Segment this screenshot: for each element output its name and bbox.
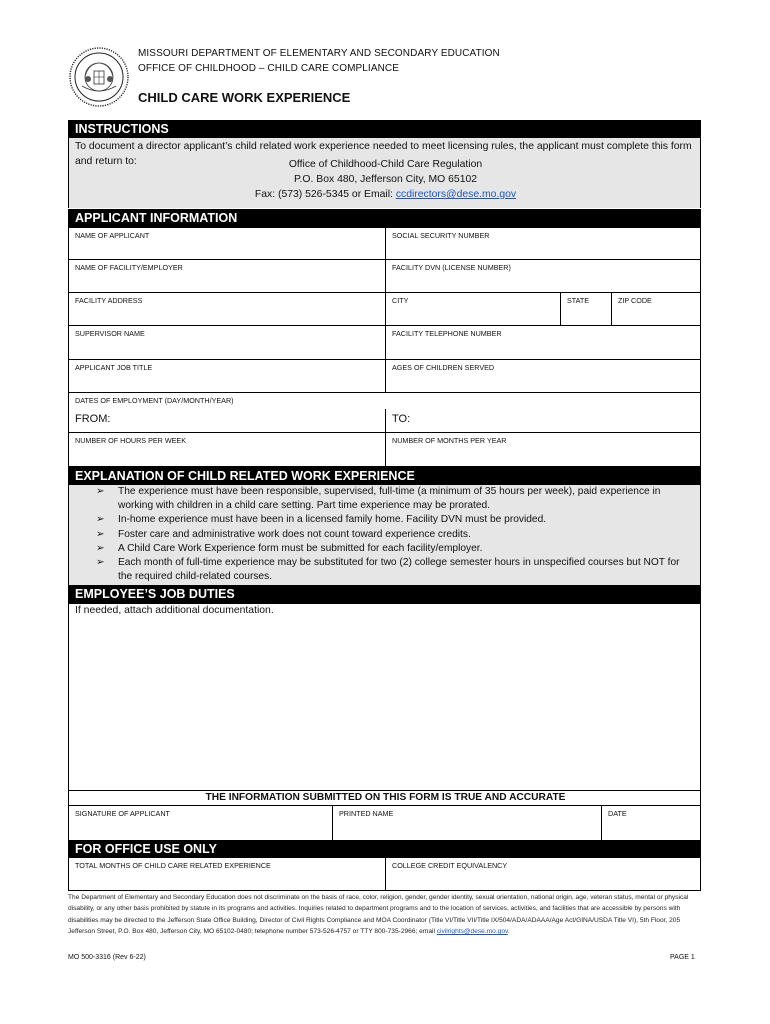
certification-statement: THE INFORMATION SUBMITTED ON THIS FORM IS TRUE AND ACCURATE bbox=[205, 792, 566, 803]
college-credit-field[interactable] bbox=[385, 857, 701, 891]
explanation-heading: EXPLANATION OF CHILD RELATED WORK EXPERIENCE bbox=[68, 467, 701, 485]
college-credit-label: COLLEGE CREDIT EQUIVALENCY bbox=[392, 861, 508, 870]
zip-field[interactable] bbox=[611, 292, 701, 326]
arrow-bullet-icon: ➢ bbox=[96, 557, 105, 569]
zip-label: ZIP CODE bbox=[618, 296, 652, 305]
certification-row bbox=[68, 790, 701, 806]
dates-of-employment-label: DATES OF EMPLOYMENT (DAY/MONTH/YEAR) bbox=[75, 396, 234, 405]
facility-address-label: FACILITY ADDRESS bbox=[75, 296, 143, 305]
arrow-bullet-icon: ➢ bbox=[96, 542, 105, 554]
instructions-text: To document a director applicant’s child related work experience needed to meet licensing rules, the applicant must complete this form and return to: bbox=[75, 141, 692, 167]
form-title: CHILD CARE WORK EXPERIENCE bbox=[138, 90, 351, 105]
hours-per-week-label: NUMBER OF HOURS PER WEEK bbox=[75, 436, 187, 445]
instructions-box bbox=[68, 138, 701, 208]
months-per-year-field[interactable] bbox=[385, 432, 701, 467]
office-use-heading: FOR OFFICE USE ONLY bbox=[68, 840, 701, 858]
facility-dvn-label: FACILITY DVN (LICENSE NUMBER) bbox=[392, 263, 511, 272]
signature-label: SIGNATURE OF APPLICANT bbox=[75, 809, 170, 818]
ages-served-label: AGES OF CHILDREN SERVED bbox=[392, 363, 495, 372]
supervisor-name-field[interactable] bbox=[68, 325, 386, 360]
explanation-list bbox=[90, 485, 695, 584]
job-duties-textarea[interactable] bbox=[68, 603, 701, 791]
printed-name-field[interactable] bbox=[332, 805, 602, 841]
to-label: TO: bbox=[392, 413, 411, 425]
org-line-1: MISSOURI DEPARTMENT OF ELEMENTARY AND SECONDARY EDUCATION bbox=[138, 48, 500, 59]
arrow-bullet-icon: ➢ bbox=[96, 514, 105, 526]
arrow-bullet-icon: ➢ bbox=[96, 528, 105, 540]
total-months-field[interactable] bbox=[68, 857, 386, 891]
job-title-field[interactable] bbox=[68, 359, 386, 393]
arrow-bullet-icon: ➢ bbox=[96, 486, 105, 497]
instructions-heading: INSTRUCTIONS bbox=[68, 120, 701, 138]
name-of-applicant-field[interactable] bbox=[68, 227, 386, 260]
ssn-field[interactable] bbox=[385, 227, 701, 260]
ages-served-field[interactable] bbox=[385, 359, 701, 393]
total-months-label: TOTAL MONTHS OF CHILD CARE RELATED EXPERIENCE bbox=[75, 861, 271, 870]
explanation-item: ➢ The experience must have been responsible, supervised, full-time (a minimum of 35 hours per week), paid experience in working with children in a child care setting. Part time experience may be prorated. bbox=[96, 486, 661, 512]
applicant-info-heading: APPLICANT INFORMATION bbox=[68, 209, 701, 227]
facility-phone-label: FACILITY TELEPHONE NUMBER bbox=[392, 329, 502, 338]
city-label: CITY bbox=[392, 296, 409, 305]
explanation-item: ➢ Each month of full-time experience may be substituted for two (2) college semester hours in unspecified courses but NOT for the required child-related courses. bbox=[96, 557, 680, 583]
state-label: STATE bbox=[567, 296, 590, 305]
instructions-contact bbox=[69, 188, 702, 203]
dates-of-employment-row bbox=[68, 392, 701, 410]
to-date-field[interactable] bbox=[385, 409, 701, 433]
instructions-address-2: P.O. Box 480, Jefferson City, MO 65102 bbox=[293, 174, 478, 185]
nondiscrimination-text: The Department of Elementary and Secondary Education does not discriminate on the basis of race, color, religion, gender, gender identity, sexual orientation, national origin, age, veteran status, mental or physical disability, or any other basis prohibited by statute in its programs and activities. Inquiries related to department programs and to the location of services, activities, and facilities that are accessible by persons with disabilities may be directed to the Jefferson State Office Building, Director of Civil Rights Compliance and MOA Coordinator (Title VI/Title VII/Title IX/504/ADA/ADAAA/Age Act/GINA/USDA Title VI), 5th Floor, 205 Jefferson Street, P.O. Box 480, Jefferson City, MO 65102-0480; telephone number 573-526-4757 or TTY 800-735-2966; email bbox=[68, 894, 689, 935]
explanation-item: ➢ In-home experience must have been in a licensed family home. Facility DVN must be provided. bbox=[90, 513, 695, 527]
job-title-label: APPLICANT JOB TITLE bbox=[75, 363, 153, 372]
explanation-item: ➢ A Child Care Work Experience form must be submitted for each facility/employer. bbox=[90, 542, 695, 556]
job-duties-note: If needed, attach additional documentation. bbox=[75, 605, 274, 616]
facility-name-field[interactable] bbox=[68, 259, 386, 293]
facility-dvn-field[interactable] bbox=[385, 259, 701, 293]
supervisor-name-label: SUPERVISOR NAME bbox=[75, 329, 145, 338]
date-field[interactable] bbox=[601, 805, 701, 841]
from-date-field[interactable] bbox=[68, 409, 386, 433]
printed-name-label: PRINTED NAME bbox=[339, 809, 394, 818]
explanation-item: ➢ Foster care and administrative work does not count toward experience credits. bbox=[90, 528, 695, 542]
ssn-label: SOCIAL SECURITY NUMBER bbox=[392, 231, 490, 240]
fax-text: Fax: (573) 526-5345 or Email: bbox=[254, 189, 396, 200]
from-label: FROM: bbox=[75, 413, 111, 425]
city-field[interactable] bbox=[385, 292, 561, 326]
form-number: MO 500-3316 (Rev 6-22) bbox=[68, 954, 146, 961]
org-line-2: OFFICE OF CHILDHOOD – CHILD CARE COMPLIANCE bbox=[138, 63, 399, 74]
facility-name-label: NAME OF FACILITY/EMPLOYER bbox=[75, 263, 183, 272]
date-label: DATE bbox=[608, 809, 627, 818]
state-field[interactable] bbox=[560, 292, 612, 326]
email-link[interactable]: ccdirectors@dese.mo.gov bbox=[395, 189, 517, 200]
facility-phone-field[interactable] bbox=[385, 325, 701, 360]
months-per-year-label: NUMBER OF MONTHS PER YEAR bbox=[392, 436, 507, 445]
page-number: PAGE 1 bbox=[670, 954, 695, 961]
job-duties-heading: EMPLOYEE’S JOB DUTIES bbox=[68, 585, 701, 603]
civil-rights-email-link[interactable]: civilrights@dese.mo.gov bbox=[436, 927, 508, 935]
state-seal-icon bbox=[68, 46, 130, 108]
hours-per-week-field[interactable] bbox=[68, 432, 386, 467]
signature-field[interactable] bbox=[68, 805, 333, 841]
instructions-address-1: Office of Childhood-Child Care Regulation bbox=[288, 159, 483, 170]
facility-address-field[interactable] bbox=[68, 292, 386, 326]
name-of-applicant-label: NAME OF APPLICANT bbox=[75, 231, 150, 240]
nondiscrimination-notice: The Department of Elementary and Secondary Education does not discriminate on the basis of race, color, religion, gender, gender identity, sexual orientation, national origin, age, veteran status, mental or physical disability, or any other basis prohibited by statute in its programs and activities. Inquiries related to department programs and to the location of services, activities, and facilities that are accessible by persons with disabilities may be directed to the Jefferson State Office Building, Director of Civil Rights Compliance and MOA Coordinator (Title VI/Title VII/Title IX/504/ADA/ADAAA/Age Act/GINA/USDA Title VI), 5th Floor, 205 Jefferson Street, P.O. Box 480, Jefferson City, MO 65102-0480; telephone number 573-526-4757 or TTY 800-735-2966; email civilrights@dese.mo.gov. bbox=[68, 894, 689, 935]
